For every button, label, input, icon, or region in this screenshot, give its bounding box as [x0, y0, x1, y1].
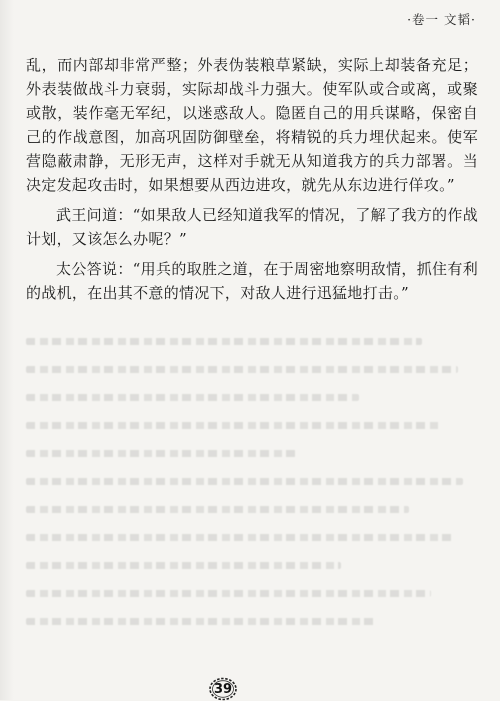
- show-through-text: [26, 338, 476, 668]
- body-text: [26, 53, 478, 305]
- paragraph-2: 武王问道：“如果敌人已经知道我军的情况，了解了我方的作战计划，又该怎么办呢？”: [26, 206, 478, 248]
- running-head: ·卷一 文韬·: [407, 12, 476, 27]
- paragraph-1: 乱，而内部却非常严整；外表伪装粮草紧缺，实际上却装备充足；外表装做战斗力衰弱，实际却战斗力强大。使军队或合或离，或聚或散，装作毫无军纪，以迷惑敌人。隐匿自己的用兵谋略，保密自己的作战意图，加高巩固防御壁垒，将精锐的兵力埋伏起来。使军营隐蔽肃静，无形无声，这样对手就无从知道我方的兵力部署。当决定发起攻击时，如果想要从西边进攻，就先从东边进行佯攻。”: [26, 56, 478, 194]
- page-number-text: 39: [213, 681, 233, 697]
- page-number: [208, 677, 238, 701]
- paragraph-3: 太公答说：“用兵的取胜之道，在于周密地察明敌情，抓住有利的战机，在出其不意的情况下，对敌人进行迅猛地打击。”: [26, 260, 478, 302]
